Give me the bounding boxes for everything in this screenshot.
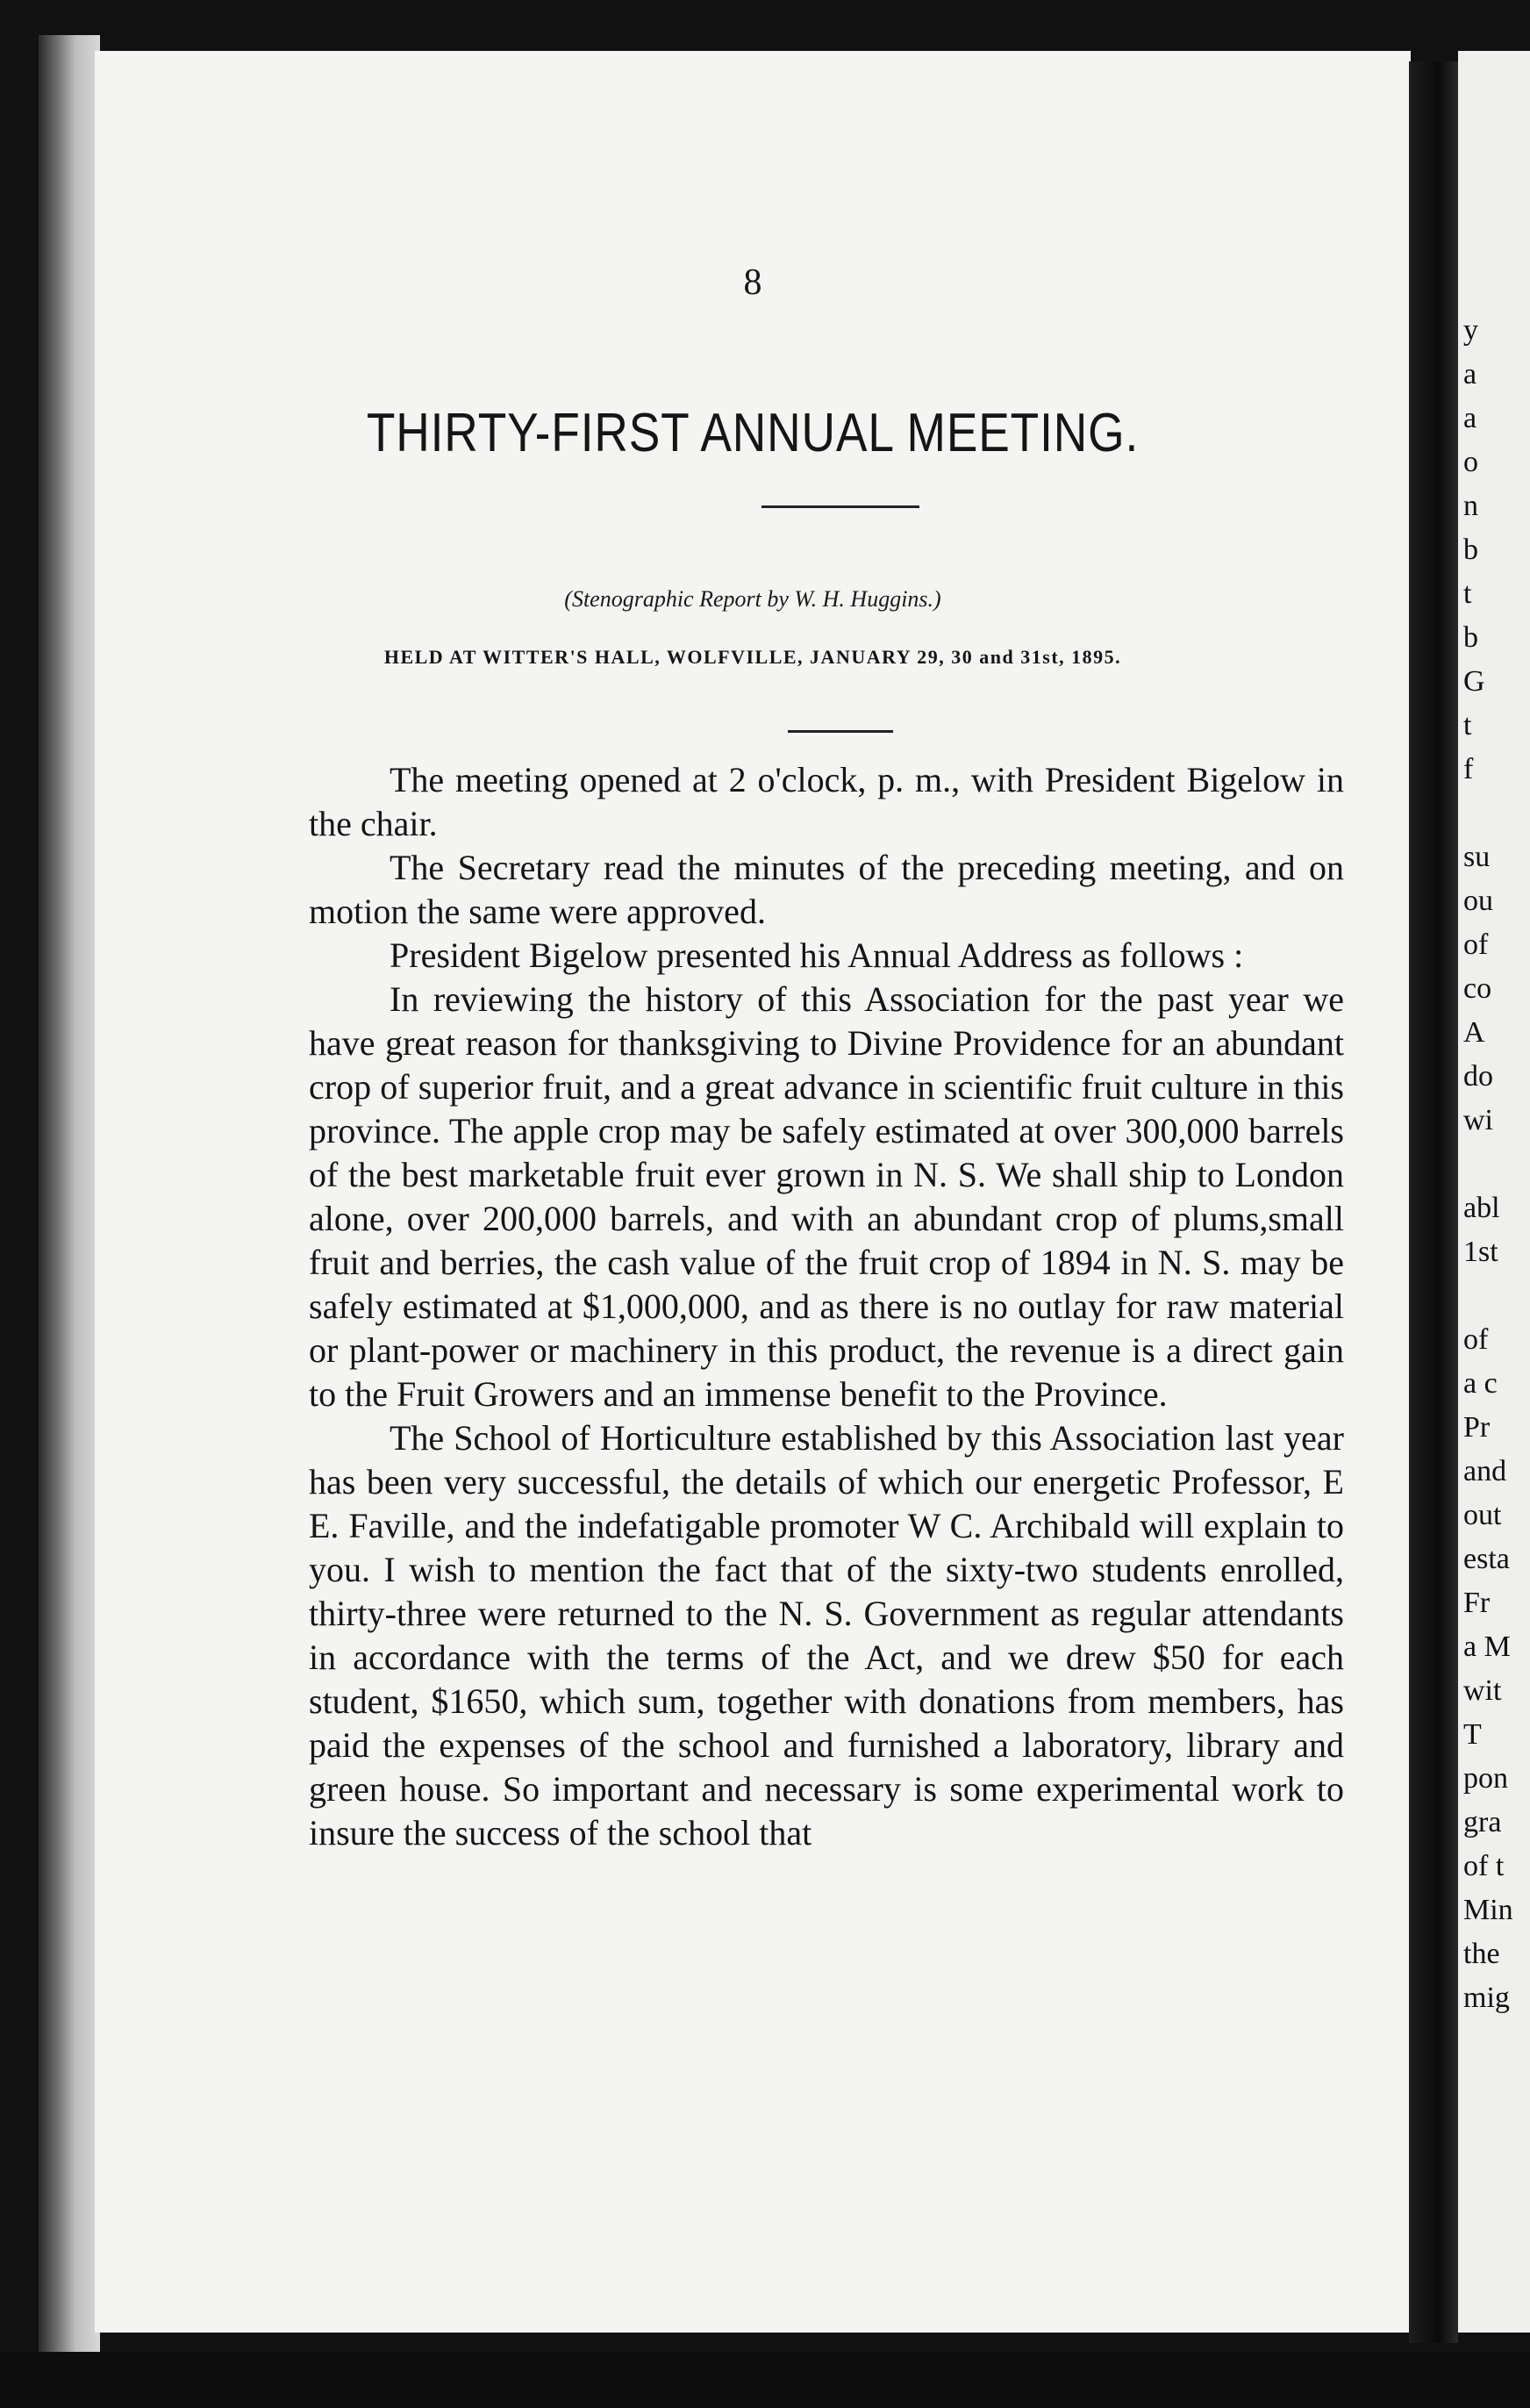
adjacent-page-fragment: co xyxy=(1463,972,1492,1005)
page-number: 8 xyxy=(743,262,762,303)
adjacent-page-fragment: pon xyxy=(1463,1762,1508,1795)
adjacent-page-fragment: out xyxy=(1463,1499,1502,1531)
adjacent-page-fragment: a xyxy=(1463,358,1477,391)
adjacent-page-fragment: A xyxy=(1463,1016,1485,1049)
document-page xyxy=(95,51,1411,2333)
paragraph: The Secretary read the minutes of the preceding meeting, and on motion the same were approved. xyxy=(309,848,1344,931)
adjacent-page-fragment: f xyxy=(1463,753,1474,785)
adjacent-page-fragment: esta xyxy=(1463,1543,1510,1575)
adjacent-page-fragment: mig xyxy=(1463,1982,1510,2014)
body-text xyxy=(309,758,1344,1855)
paragraph: In reviewing the history of this Association for the past year we have great reason for thanksgiving to Divine Providence for an abundant crop of superior fruit, and a great advance in scientific fruit culture in this province. The apple crop may be safely estimated at over 300,000 barrels of the best marketable fruit ever grown in N. S. We shall ship to London alone, over 200,000 barrels, and with an abundant crop of plums,small fruit and berries, the cash value of the fruit crop of 1894 in N. S. may be safely estimated at $1,000,000, and as there is no outlay for raw material or plant-power or machinery in this product, the revenue is a direct gain to the Fruit Growers and an immense benefit to the Province. xyxy=(309,979,1344,1414)
adjacent-page-fragment: 1st xyxy=(1463,1236,1498,1268)
adjacent-page-edge xyxy=(1458,51,1530,2333)
adjacent-page-fragment: Min xyxy=(1463,1894,1513,1926)
paragraph: The School of Horticulture established by this Association last year has been very successful, the details of which our energetic Professor, E E. Faville, and the indefatigable promoter W C. Archibald will explain to you. I wish to mention the fact that of the sixty-two students enrolled, thirty-three were returned to the N. S. Government as regular attendants in accordance with the terms of the Act, and we drew $50 for each student, $1650, which sum, together with donations from members, has paid the expenses of the school and furnished a laboratory, library and green house. So important and necessary is some experimental work to insure the success of the school that xyxy=(309,1418,1344,1853)
adjacent-page-fragment: ou xyxy=(1463,885,1493,917)
adjacent-page-fragment: wi xyxy=(1463,1104,1493,1136)
adjacent-page-fragment: y xyxy=(1463,314,1478,347)
adjacent-page-fragment: b xyxy=(1463,621,1478,654)
adjacent-page-fragment: the xyxy=(1463,1938,1500,1970)
adjacent-page-fragment: t xyxy=(1463,709,1472,742)
book-spine-edge xyxy=(39,35,100,2352)
adjacent-page-fragment: a c xyxy=(1463,1367,1498,1400)
adjacent-page-fragment: and xyxy=(1463,1455,1507,1487)
adjacent-page-fragment: of xyxy=(1463,1323,1489,1356)
adjacent-page-fragment: of t xyxy=(1463,1850,1505,1882)
adjacent-page-fragment: b xyxy=(1463,534,1478,566)
adjacent-page-fragment: gra xyxy=(1463,1806,1502,1838)
adjacent-page-fragment: abl xyxy=(1463,1192,1500,1224)
paragraph: President Bigelow presented his Annual Address as follows : xyxy=(390,935,1244,975)
adjacent-page-fragment: a xyxy=(1463,402,1477,434)
adjacent-page-fragment: su xyxy=(1463,841,1491,873)
adjacent-page-fragment: of xyxy=(1463,928,1489,961)
adjacent-page-fragment: T xyxy=(1463,1718,1482,1751)
meeting-location-date: HELD AT WITTER'S HALL, WOLFVILLE, JANUARY 29, 30 and 31st, 1895. xyxy=(383,646,1122,668)
page-gutter xyxy=(1409,61,1458,2343)
scan-border xyxy=(0,2352,1530,2408)
adjacent-page-fragment: t xyxy=(1463,577,1472,610)
page-title: THIRTY-FIRST ANNUAL MEETING. xyxy=(366,403,1140,463)
paragraph: The meeting opened at 2 o'clock, p. m., with President Bigelow in the chair. xyxy=(309,760,1344,843)
adjacent-page-fragment: wit xyxy=(1463,1674,1502,1707)
adjacent-page-fragment: a M xyxy=(1463,1630,1511,1663)
adjacent-page-fragment: n xyxy=(1463,490,1478,522)
adjacent-page-fragment: Pr xyxy=(1463,1411,1491,1444)
adjacent-page-fragment: G xyxy=(1463,665,1485,698)
report-credit: (Stenographic Report by W. H. Huggins.) xyxy=(564,586,941,612)
adjacent-page-fragment: o xyxy=(1463,446,1478,478)
header-rule xyxy=(788,730,893,733)
adjacent-page-fragment: do xyxy=(1463,1060,1493,1093)
title-rule xyxy=(761,505,919,508)
adjacent-page-fragment: Fr xyxy=(1463,1587,1491,1619)
